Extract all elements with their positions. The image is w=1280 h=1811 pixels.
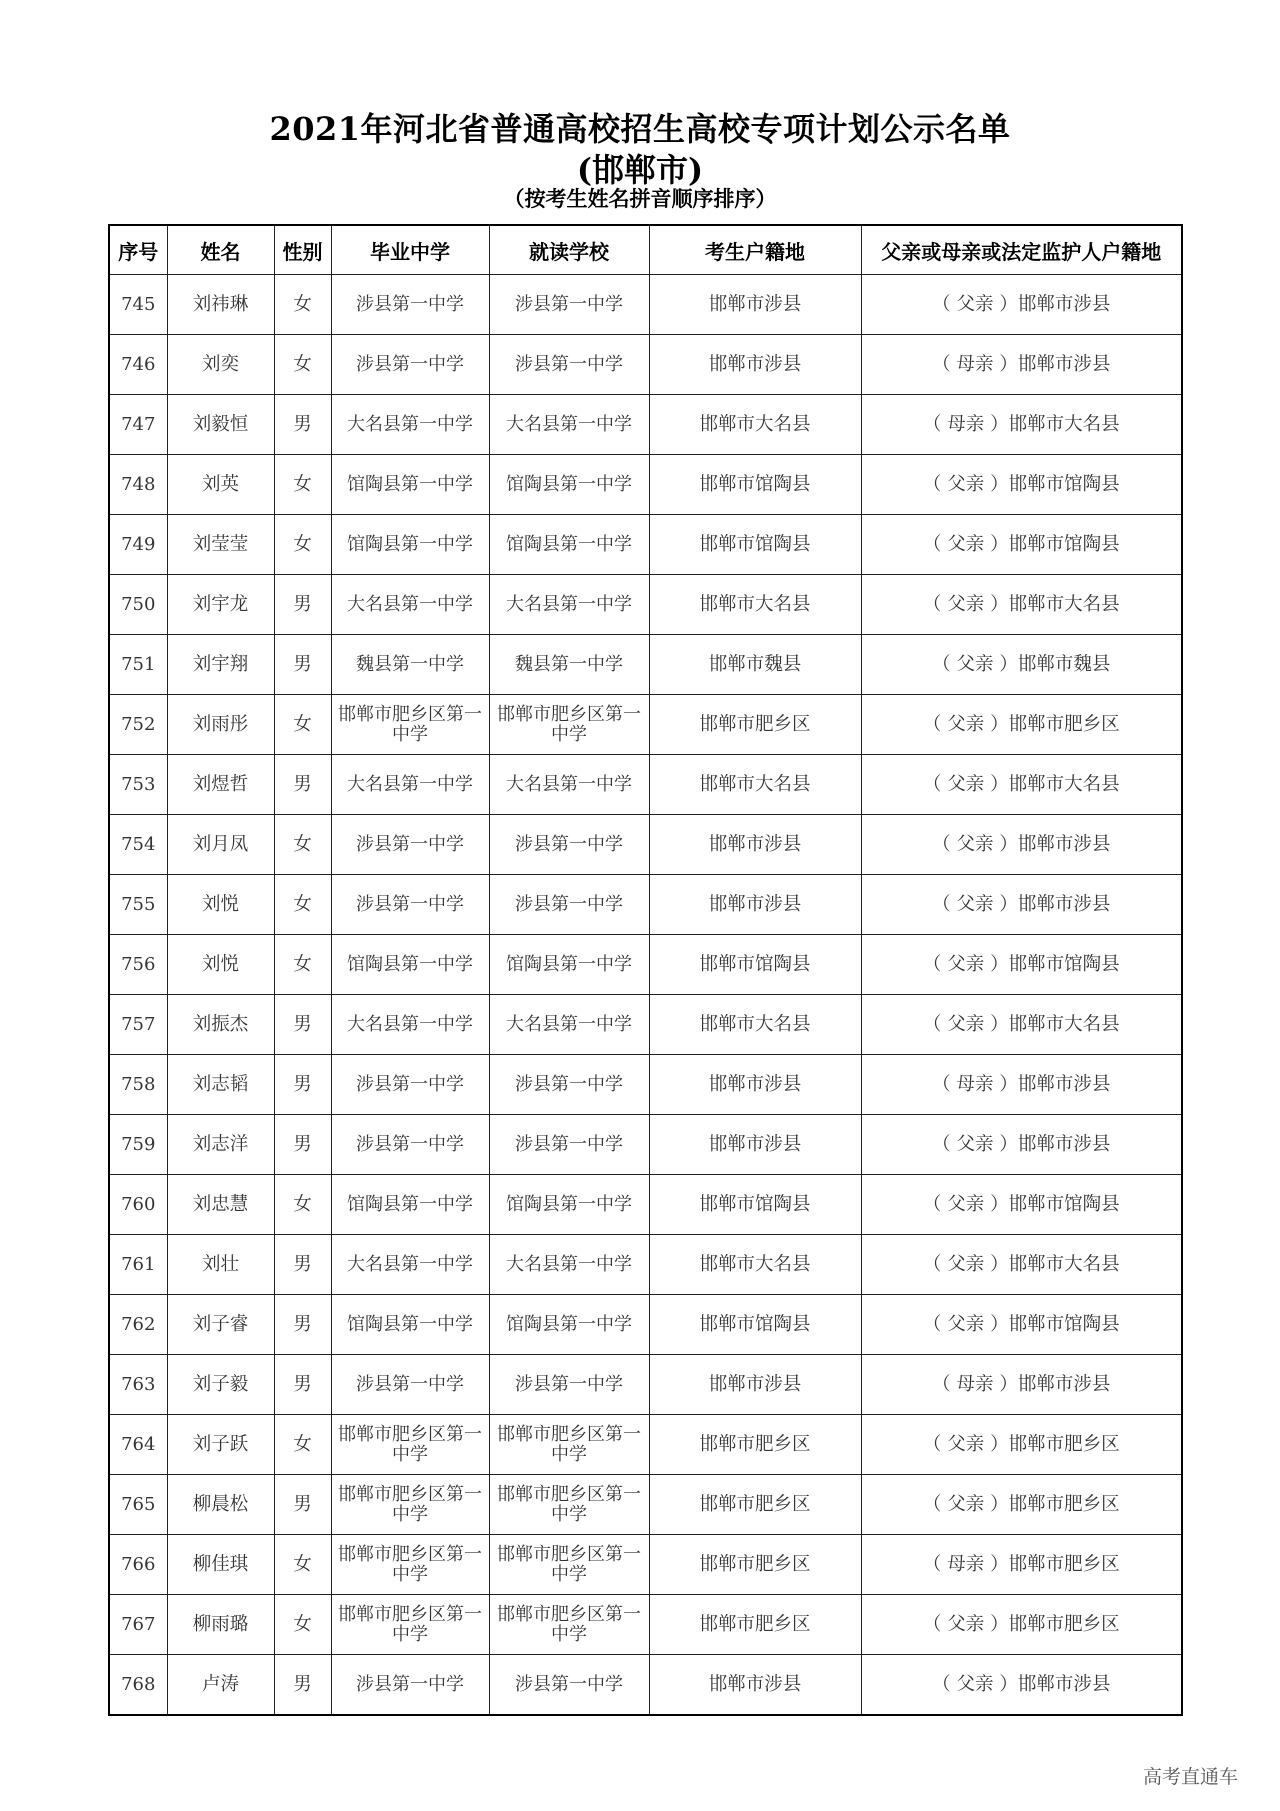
cell-current-school: 邯郸市肥乡区第一中学 <box>489 1415 649 1475</box>
cell-name: 刘月凤 <box>167 815 274 875</box>
table-header-row <box>109 225 1182 275</box>
cell-student-residence: 邯郸市大名县 <box>649 575 861 635</box>
cell-index: 752 <box>109 695 167 755</box>
cell-current-school: 大名县第一中学 <box>489 575 649 635</box>
cell-guardian-residence: （ 父亲 ）邯郸市馆陶县 <box>861 515 1182 575</box>
cell-guardian-residence: （ 父亲 ）邯郸市馆陶县 <box>861 455 1182 515</box>
cell-index: 754 <box>109 815 167 875</box>
cell-gender: 男 <box>274 995 331 1055</box>
table-row <box>109 1415 1182 1475</box>
cell-student-residence: 邯郸市涉县 <box>649 815 861 875</box>
table-row <box>109 875 1182 935</box>
cell-student-residence: 邯郸市涉县 <box>649 1355 861 1415</box>
cell-graduation-school: 大名县第一中学 <box>331 395 489 455</box>
cell-graduation-school: 大名县第一中学 <box>331 575 489 635</box>
table-row <box>109 395 1182 455</box>
col-header-current-school: 就读学校 <box>489 225 649 275</box>
cell-student-residence: 邯郸市馆陶县 <box>649 515 861 575</box>
cell-student-residence: 邯郸市馆陶县 <box>649 1295 861 1355</box>
cell-guardian-residence: （ 父亲 ）邯郸市大名县 <box>861 1235 1182 1295</box>
cell-gender: 男 <box>274 1475 331 1535</box>
cell-student-residence: 邯郸市馆陶县 <box>649 455 861 515</box>
cell-current-school: 涉县第一中学 <box>489 1655 649 1716</box>
cell-index: 747 <box>109 395 167 455</box>
cell-graduation-school: 大名县第一中学 <box>331 1235 489 1295</box>
cell-graduation-school: 馆陶县第一中学 <box>331 935 489 995</box>
table-row <box>109 1595 1182 1655</box>
cell-current-school: 邯郸市肥乡区第一中学 <box>489 1475 649 1535</box>
cell-graduation-school: 邯郸市肥乡区第一中学 <box>331 1475 489 1535</box>
cell-guardian-residence: （ 父亲 ）邯郸市肥乡区 <box>861 1415 1182 1475</box>
cell-graduation-school: 涉县第一中学 <box>331 815 489 875</box>
cell-student-residence: 邯郸市涉县 <box>649 1655 861 1716</box>
cell-guardian-residence: （ 母亲 ）邯郸市大名县 <box>861 395 1182 455</box>
cell-index: 760 <box>109 1175 167 1235</box>
cell-gender: 男 <box>274 635 331 695</box>
cell-gender: 男 <box>274 1355 331 1415</box>
table-row <box>109 935 1182 995</box>
cell-current-school: 大名县第一中学 <box>489 1235 649 1295</box>
cell-name: 柳晨松 <box>167 1475 274 1535</box>
cell-name: 刘雨彤 <box>167 695 274 755</box>
watermark-text: 高考直通车 <box>1142 1766 1238 1788</box>
cell-current-school: 涉县第一中学 <box>489 1055 649 1115</box>
cell-gender: 女 <box>274 455 331 515</box>
cell-gender: 男 <box>274 575 331 635</box>
cell-name: 刘壮 <box>167 1235 274 1295</box>
cell-index: 765 <box>109 1475 167 1535</box>
cell-gender: 女 <box>274 935 331 995</box>
cell-student-residence: 邯郸市肥乡区 <box>649 1535 861 1595</box>
cell-current-school: 魏县第一中学 <box>489 635 649 695</box>
cell-index: 766 <box>109 1535 167 1595</box>
cell-gender: 男 <box>274 1115 331 1175</box>
cell-guardian-residence: （ 父亲 ）邯郸市大名县 <box>861 755 1182 815</box>
cell-name: 刘子毅 <box>167 1355 274 1415</box>
cell-student-residence: 邯郸市大名县 <box>649 995 861 1055</box>
cell-name: 卢涛 <box>167 1655 274 1716</box>
cell-gender: 男 <box>274 755 331 815</box>
cell-guardian-residence: （ 母亲 ）邯郸市涉县 <box>861 1055 1182 1115</box>
cell-name: 刘悦 <box>167 875 274 935</box>
cell-current-school: 涉县第一中学 <box>489 1115 649 1175</box>
table-row <box>109 1655 1182 1716</box>
sort-note: （按考生姓名拼音顺序排序） <box>503 186 777 211</box>
cell-current-school: 大名县第一中学 <box>489 995 649 1055</box>
cell-guardian-residence: （ 母亲 ）邯郸市涉县 <box>861 1355 1182 1415</box>
cell-graduation-school: 涉县第一中学 <box>331 1115 489 1175</box>
cell-graduation-school: 涉县第一中学 <box>331 1655 489 1716</box>
col-header-gender: 性别 <box>274 225 331 275</box>
cell-student-residence: 邯郸市大名县 <box>649 1235 861 1295</box>
cell-gender: 女 <box>274 275 331 335</box>
cell-index: 767 <box>109 1595 167 1655</box>
cell-graduation-school: 邯郸市肥乡区第一中学 <box>331 1595 489 1655</box>
table-row <box>109 575 1182 635</box>
table-row <box>109 1475 1182 1535</box>
cell-name: 刘志韬 <box>167 1055 274 1115</box>
cell-name: 刘煜哲 <box>167 755 274 815</box>
cell-guardian-residence: （ 父亲 ）邯郸市涉县 <box>861 1115 1182 1175</box>
cell-guardian-residence: （ 母亲 ）邯郸市涉县 <box>861 335 1182 395</box>
cell-graduation-school: 大名县第一中学 <box>331 755 489 815</box>
table-row <box>109 1235 1182 1295</box>
cell-current-school: 大名县第一中学 <box>489 755 649 815</box>
col-header-index: 序号 <box>109 225 167 275</box>
cell-guardian-residence: （ 父亲 ）邯郸市馆陶县 <box>861 1295 1182 1355</box>
cell-current-school: 馆陶县第一中学 <box>489 1295 649 1355</box>
table-row <box>109 1355 1182 1415</box>
cell-guardian-residence: （ 父亲 ）邯郸市魏县 <box>861 635 1182 695</box>
cell-current-school: 馆陶县第一中学 <box>489 455 649 515</box>
cell-gender: 男 <box>274 1655 331 1716</box>
cell-guardian-residence: （ 父亲 ）邯郸市大名县 <box>861 995 1182 1055</box>
cell-name: 刘宇翔 <box>167 635 274 695</box>
cell-student-residence: 邯郸市涉县 <box>649 1055 861 1115</box>
col-header-student-residence: 考生户籍地 <box>649 225 861 275</box>
cell-index: 762 <box>109 1295 167 1355</box>
cell-student-residence: 邯郸市肥乡区 <box>649 1595 861 1655</box>
cell-student-residence: 邯郸市馆陶县 <box>649 1175 861 1235</box>
table-row <box>109 335 1182 395</box>
cell-name: 刘宇龙 <box>167 575 274 635</box>
cell-current-school: 涉县第一中学 <box>489 875 649 935</box>
cell-index: 764 <box>109 1415 167 1475</box>
cell-name: 刘志洋 <box>167 1115 274 1175</box>
cell-gender: 女 <box>274 1595 331 1655</box>
cell-name: 刘莹莹 <box>167 515 274 575</box>
admission-list-table <box>108 224 1183 1716</box>
cell-guardian-residence: （ 父亲 ）邯郸市涉县 <box>861 875 1182 935</box>
cell-guardian-residence: （ 父亲 ）邯郸市肥乡区 <box>861 1475 1182 1535</box>
cell-name: 柳佳琪 <box>167 1535 274 1595</box>
cell-gender: 女 <box>274 1535 331 1595</box>
cell-graduation-school: 邯郸市肥乡区第一中学 <box>331 1535 489 1595</box>
cell-graduation-school: 魏县第一中学 <box>331 635 489 695</box>
cell-index: 755 <box>109 875 167 935</box>
cell-graduation-school: 馆陶县第一中学 <box>331 455 489 515</box>
page-title: 2021年河北省普通高校招生高校专项计划公示名单 <box>269 110 1011 148</box>
cell-name: 柳雨璐 <box>167 1595 274 1655</box>
cell-graduation-school: 馆陶县第一中学 <box>331 515 489 575</box>
cell-graduation-school: 涉县第一中学 <box>331 1355 489 1415</box>
cell-current-school: 大名县第一中学 <box>489 395 649 455</box>
cell-index: 756 <box>109 935 167 995</box>
table-row <box>109 755 1182 815</box>
cell-graduation-school: 涉县第一中学 <box>331 275 489 335</box>
cell-index: 757 <box>109 995 167 1055</box>
cell-gender: 女 <box>274 515 331 575</box>
cell-index: 759 <box>109 1115 167 1175</box>
cell-graduation-school: 涉县第一中学 <box>331 335 489 395</box>
cell-index: 748 <box>109 455 167 515</box>
cell-gender: 男 <box>274 395 331 455</box>
table-row <box>109 1115 1182 1175</box>
cell-current-school: 馆陶县第一中学 <box>489 515 649 575</box>
cell-student-residence: 邯郸市馆陶县 <box>649 935 861 995</box>
page-subtitle-city: (邯郸市) <box>576 151 704 189</box>
cell-guardian-residence: （ 父亲 ）邯郸市馆陶县 <box>861 1175 1182 1235</box>
cell-student-residence: 邯郸市大名县 <box>649 755 861 815</box>
cell-index: 745 <box>109 275 167 335</box>
cell-current-school: 邯郸市肥乡区第一中学 <box>489 1595 649 1655</box>
cell-student-residence: 邯郸市涉县 <box>649 1115 861 1175</box>
cell-name: 刘毅恒 <box>167 395 274 455</box>
col-header-name: 姓名 <box>167 225 274 275</box>
cell-guardian-residence: （ 父亲 ）邯郸市涉县 <box>861 815 1182 875</box>
cell-guardian-residence: （ 父亲 ）邯郸市馆陶县 <box>861 935 1182 995</box>
cell-graduation-school: 邯郸市肥乡区第一中学 <box>331 695 489 755</box>
table-row <box>109 1295 1182 1355</box>
cell-name: 刘振杰 <box>167 995 274 1055</box>
cell-gender: 女 <box>274 815 331 875</box>
cell-gender: 女 <box>274 875 331 935</box>
cell-index: 746 <box>109 335 167 395</box>
cell-guardian-residence: （ 父亲 ）邯郸市肥乡区 <box>861 1595 1182 1655</box>
table-row <box>109 455 1182 515</box>
cell-name: 刘子睿 <box>167 1295 274 1355</box>
cell-graduation-school: 馆陶县第一中学 <box>331 1175 489 1235</box>
cell-gender: 女 <box>274 335 331 395</box>
cell-current-school: 涉县第一中学 <box>489 815 649 875</box>
cell-name: 刘悦 <box>167 935 274 995</box>
cell-student-residence: 邯郸市大名县 <box>649 395 861 455</box>
cell-graduation-school: 涉县第一中学 <box>331 875 489 935</box>
table-row <box>109 695 1182 755</box>
cell-name: 刘祎琳 <box>167 275 274 335</box>
cell-index: 758 <box>109 1055 167 1115</box>
cell-graduation-school: 涉县第一中学 <box>331 1055 489 1115</box>
cell-gender: 女 <box>274 695 331 755</box>
cell-graduation-school: 大名县第一中学 <box>331 995 489 1055</box>
cell-index: 768 <box>109 1655 167 1716</box>
table-row <box>109 815 1182 875</box>
cell-guardian-residence: （ 父亲 ）邯郸市大名县 <box>861 575 1182 635</box>
cell-guardian-residence: （ 父亲 ）邯郸市肥乡区 <box>861 695 1182 755</box>
cell-graduation-school: 馆陶县第一中学 <box>331 1295 489 1355</box>
cell-gender: 女 <box>274 1415 331 1475</box>
cell-gender: 女 <box>274 1175 331 1235</box>
cell-guardian-residence: （ 父亲 ）邯郸市涉县 <box>861 275 1182 335</box>
cell-index: 761 <box>109 1235 167 1295</box>
cell-student-residence: 邯郸市肥乡区 <box>649 1415 861 1475</box>
cell-gender: 男 <box>274 1295 331 1355</box>
cell-student-residence: 邯郸市肥乡区 <box>649 1475 861 1535</box>
cell-index: 749 <box>109 515 167 575</box>
table-row <box>109 275 1182 335</box>
cell-current-school: 邯郸市肥乡区第一中学 <box>489 1535 649 1595</box>
col-header-guardian-residence: 父亲或母亲或法定监护人户籍地 <box>861 225 1182 275</box>
cell-student-residence: 邯郸市涉县 <box>649 335 861 395</box>
cell-name: 刘英 <box>167 455 274 515</box>
table-row <box>109 635 1182 695</box>
cell-name: 刘子跃 <box>167 1415 274 1475</box>
cell-name: 刘忠慧 <box>167 1175 274 1235</box>
cell-student-residence: 邯郸市涉县 <box>649 275 861 335</box>
table-row <box>109 995 1182 1055</box>
cell-current-school: 馆陶县第一中学 <box>489 1175 649 1235</box>
cell-student-residence: 邯郸市涉县 <box>649 875 861 935</box>
cell-name: 刘奕 <box>167 335 274 395</box>
table-row <box>109 1175 1182 1235</box>
cell-graduation-school: 邯郸市肥乡区第一中学 <box>331 1415 489 1475</box>
cell-index: 750 <box>109 575 167 635</box>
cell-index: 753 <box>109 755 167 815</box>
cell-student-residence: 邯郸市肥乡区 <box>649 695 861 755</box>
cell-index: 763 <box>109 1355 167 1415</box>
table-row <box>109 1055 1182 1115</box>
cell-guardian-residence: （ 父亲 ）邯郸市涉县 <box>861 1655 1182 1716</box>
table-row <box>109 1535 1182 1595</box>
table-row <box>109 515 1182 575</box>
cell-current-school: 馆陶县第一中学 <box>489 935 649 995</box>
cell-guardian-residence: （ 母亲 ）邯郸市肥乡区 <box>861 1535 1182 1595</box>
cell-index: 751 <box>109 635 167 695</box>
col-header-graduation-school: 毕业中学 <box>331 225 489 275</box>
cell-current-school: 涉县第一中学 <box>489 275 649 335</box>
cell-student-residence: 邯郸市魏县 <box>649 635 861 695</box>
cell-gender: 男 <box>274 1055 331 1115</box>
cell-current-school: 涉县第一中学 <box>489 1355 649 1415</box>
cell-current-school: 涉县第一中学 <box>489 335 649 395</box>
cell-gender: 男 <box>274 1235 331 1295</box>
cell-current-school: 邯郸市肥乡区第一中学 <box>489 695 649 755</box>
